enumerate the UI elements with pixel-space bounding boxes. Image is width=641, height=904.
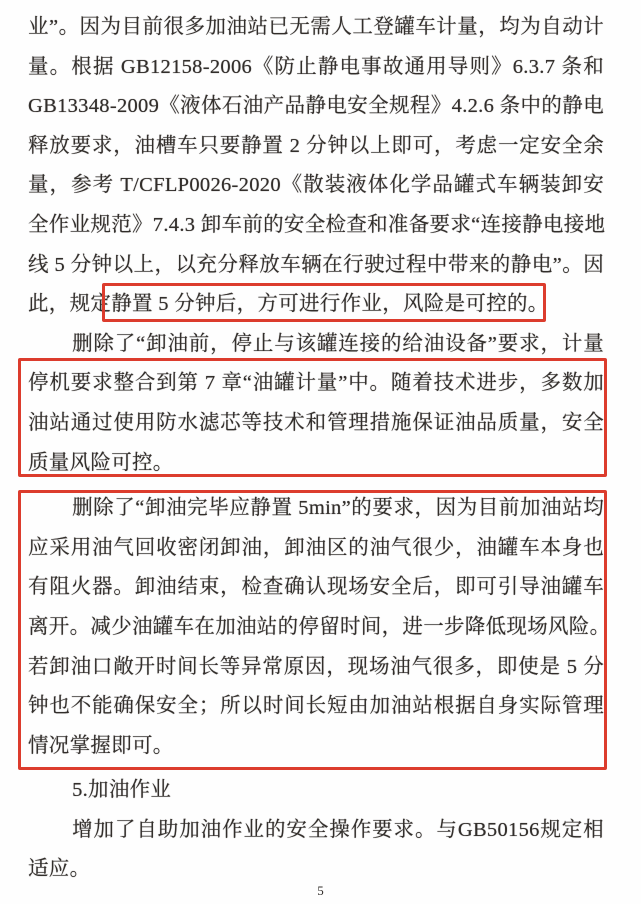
text-line: 有阻火器。卸油结束，检查确认现场安全后，即可引导油罐车 (28, 576, 604, 599)
text-line: 此，规定静置 5 分钟后，方可进行作业，风险是可控的。 (28, 293, 549, 316)
text-line: 全作业规范》7.4.3 卸车前的安全检查和准备要求“连接静电接地 (28, 213, 606, 236)
text-line: 钟也不能确保安全；所以时间长短由加油站根据自身实际管理 (28, 695, 604, 718)
text-line: 业”。因为目前很多加油站已无需人工登罐车计量，均为自动计 (28, 16, 604, 38)
text-line: 应采用油气回收密闭卸油，卸油区的油气很少，油罐车本身也 (28, 536, 604, 559)
text-line: 离开。减少油罐车在加油站的停留时间，进一步降低现场风险。 (28, 615, 611, 638)
text-line: 质量风险可控。 (28, 451, 174, 474)
text-line: 若卸油口敞开时间长等异常原因，现场油气很多，即使是 5 分 (28, 655, 604, 678)
page-text-block (28, 8, 611, 890)
text-line: 量，参考 T/CFLP0026-2020《散装液体化学品罐式车辆装卸安 (28, 174, 604, 197)
text-line: 停机要求整合到第 7 章“油罐计量”中。随着技术进步，多数加 (28, 372, 604, 395)
text-line: 线 5 分钟以上，以充分释放车辆在行驶过程中带来的静电”。因 (28, 253, 604, 276)
text-line: 增加了自助加油作业的安全操作要求。与GB50156规定相 (72, 818, 604, 841)
text-line: 情况掌握即可。 (28, 734, 174, 757)
text-line: 释放要求，油槽车只要静置 2 分钟以上即可，考虑一定安全余 (28, 134, 604, 157)
section-heading-5: 5.加油作业 (72, 779, 172, 802)
text-line: 油站通过使用防水滤芯等技术和管理措施保证油品质量，安全 (28, 411, 604, 434)
text-line: 适应。 (28, 858, 91, 881)
page-number: 5 (317, 883, 324, 898)
text-line: 量。根据 GB12158-2006《防止静电事故通用导则》6.3.7 条和 (28, 55, 604, 78)
text-line: GB13348-2009《液体石油产品静电安全规程》4.2.6 条中的静电 (28, 95, 604, 118)
text-line: 删除了“卸油前，停止与该罐连接的给油设备”要求，计量 (72, 332, 604, 355)
text-line: 删除了“卸油完毕应静置 5min”的要求，因为目前加油站均 (72, 497, 604, 520)
